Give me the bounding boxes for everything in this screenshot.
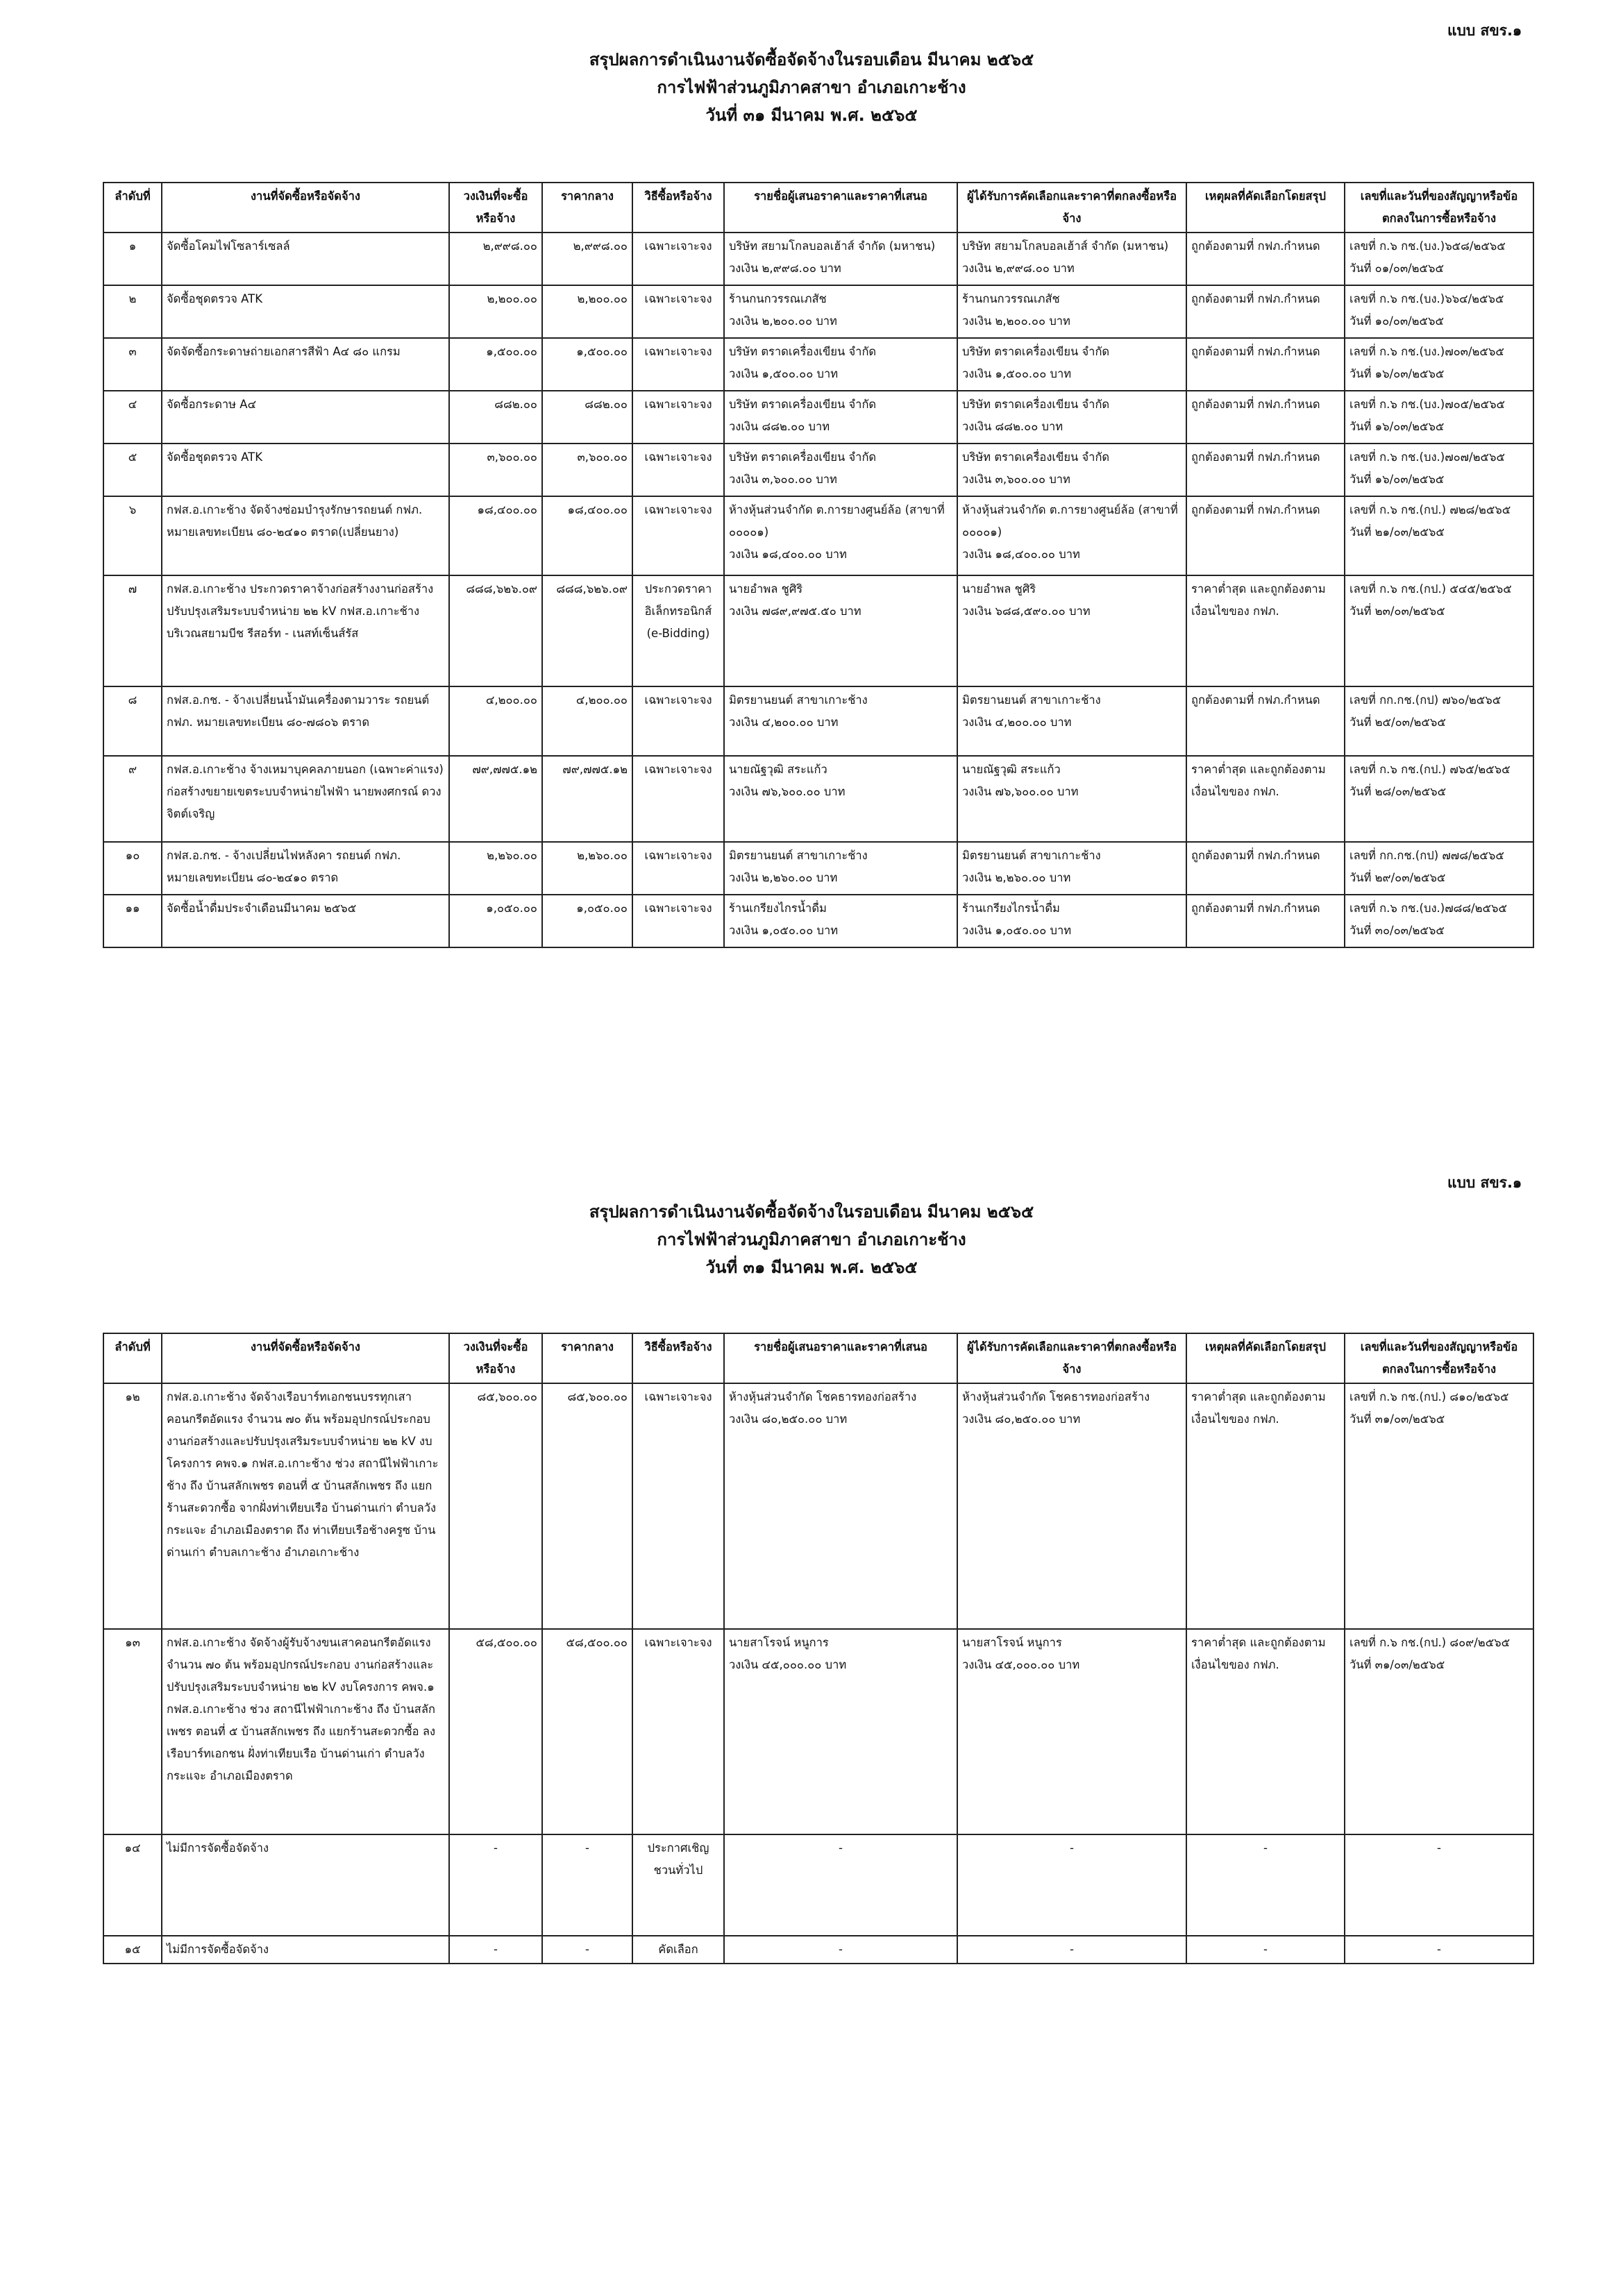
cell-reason: ถูกต้องตามที่ กฟภ.กำหนด bbox=[1186, 842, 1345, 895]
cell-method: เฉพาะเจาะจง bbox=[632, 496, 724, 575]
cell-no: ๒ bbox=[103, 285, 162, 338]
cell-bidders bbox=[724, 285, 957, 338]
document-title bbox=[0, 1198, 1623, 1281]
cell-no: ๑ bbox=[103, 233, 162, 285]
cell-winner-line: วงเงิน ๑๘,๔๐๐.๐๐ บาท bbox=[962, 548, 1080, 561]
cell-median: ๑,๐๕๐.๐๐ bbox=[542, 895, 632, 947]
cell-budget: ๑,๐๕๐.๐๐ bbox=[449, 895, 542, 947]
cell-bidders: - bbox=[724, 1834, 957, 1936]
cell-median: ๔,๒๐๐.๐๐ bbox=[542, 686, 632, 756]
cell-no: ๔ bbox=[103, 391, 162, 444]
cell-contract-line: วันที่ ๑๖/๐๓/๒๕๖๕ bbox=[1349, 473, 1445, 486]
cell-bidders-line: บริษัท ตราดเครื่องเขียน จำกัด bbox=[729, 398, 877, 411]
cell-work: กฟส.อ.เกาะช้าง จัดจ้างซ่อมบำรุงรักษารถยนต์ กฟภ. หมายเลขทะเบียน ๘๐-๒๔๑๐ ตราด(เปลี่ยนยาง) bbox=[162, 496, 449, 575]
table-row bbox=[103, 1936, 1533, 1964]
cell-contract-line: เลขที่ ก.๖ กช.(กป.) ๕๔๕/๒๕๖๕ bbox=[1349, 582, 1512, 596]
header-method: วิธีซื้อหรือจ้าง bbox=[632, 1333, 724, 1383]
cell-reason: ถูกต้องตามที่ กฟภ.กำหนด bbox=[1186, 233, 1345, 285]
cell-budget: ๑๘,๔๐๐.๐๐ bbox=[449, 496, 542, 575]
title-line-3: วันที่ ๓๑ มีนาคม พ.ศ. ๒๕๖๕ bbox=[705, 105, 918, 125]
cell-no: ๖ bbox=[103, 496, 162, 575]
cell-median: ๕๘,๕๐๐.๐๐ bbox=[542, 1629, 632, 1834]
cell-contract-line: วันที่ ๑๖/๐๓/๒๕๖๕ bbox=[1349, 420, 1445, 433]
cell-median: ๓,๖๐๐.๐๐ bbox=[542, 444, 632, 496]
table-row bbox=[103, 496, 1533, 575]
cell-winner-line: ร้านกนกวรรณเภสัช bbox=[962, 292, 1060, 305]
cell-method: ประกาศเชิญชวนทั่วไป bbox=[632, 1834, 724, 1936]
table-row bbox=[103, 895, 1533, 947]
cell-bidders bbox=[724, 496, 957, 575]
cell-reason: ถูกต้องตามที่ กฟภ.กำหนด bbox=[1186, 391, 1345, 444]
cell-winner bbox=[957, 338, 1186, 391]
cell-no: ๑๔ bbox=[103, 1834, 162, 1936]
cell-contract-line: วันที่ ๒๑/๐๓/๒๕๖๕ bbox=[1349, 525, 1445, 539]
header-bidders: รายชื่อผู้เสนอราคาและราคาที่เสนอ bbox=[724, 1333, 957, 1383]
header-contract: เลขที่และวันที่ของสัญญาหรือข้อตกลงในการซื้อหรือจ้าง bbox=[1345, 183, 1533, 233]
cell-winner-line: บริษัท ตราดเครื่องเขียน จำกัด bbox=[962, 345, 1110, 358]
cell-contract-line: เลขที่ ก.๖ กช.(บง.)๗๘๘/๒๕๖๕ bbox=[1349, 902, 1507, 915]
cell-contract-line: วันที่ ๒๘/๐๓/๒๕๖๕ bbox=[1349, 785, 1447, 798]
cell-bidders-line: วงเงิน ๔,๒๐๐.๐๐ บาท bbox=[729, 716, 839, 729]
cell-winner-line: บริษัท สยามโกลบอลเฮ้าส์ จำกัด (มหาชน) bbox=[962, 239, 1169, 253]
cell-contract-line: เลขที่ ก.๖ กช.(กป.) ๘๐๙/๒๕๖๕ bbox=[1349, 1636, 1511, 1649]
title-line-2: การไฟฟ้าส่วนภูมิภาคสาขา อำเภอเกาะช้าง bbox=[657, 1230, 966, 1249]
cell-winner: - bbox=[957, 1936, 1186, 1964]
cell-contract-line: เลขที่ ก.๖ กช.(กป.) ๗๖๕/๒๕๖๕ bbox=[1349, 763, 1511, 776]
cell-method: เฉพาะเจาะจง bbox=[632, 895, 724, 947]
cell-contract-line: วันที่ ๑๐/๐๓/๒๕๖๕ bbox=[1349, 314, 1445, 328]
cell-bidders-line: นายณัฐวุฒิ สระแก้ว bbox=[729, 763, 827, 776]
cell-budget: ๗๙,๗๗๕.๑๒ bbox=[449, 756, 542, 842]
cell-contract: - bbox=[1345, 1834, 1533, 1936]
cell-winner-line: วงเงิน ๗๖,๖๐๐.๐๐ บาท bbox=[962, 785, 1079, 798]
cell-contract bbox=[1345, 756, 1533, 842]
cell-bidders-line: วงเงิน ๒,๒๐๐.๐๐ บาท bbox=[729, 314, 837, 328]
cell-work: กฟส.อ.เกาะช้าง ประกวดราคาจ้างก่อสร้างงานก่อสร้างปรับปรุงเสริมระบบจำหน่าย ๒๒ kV กฟส.อ.เกาะช้าง บริเวณสยามบีช รีสอร์ท - เนสท์เซ็นส์รัส bbox=[162, 575, 449, 686]
header-median: ราคากลาง bbox=[542, 1333, 632, 1383]
header-no: ลำดับที่ bbox=[103, 183, 162, 233]
cell-winner-line: นายอำพล ชูศิริ bbox=[962, 582, 1036, 596]
cell-budget: ๒,๒๐๐.๐๐ bbox=[449, 285, 542, 338]
cell-median: ๒,๒๐๐.๐๐ bbox=[542, 285, 632, 338]
cell-winner-line: วงเงิน ๓,๖๐๐.๐๐ บาท bbox=[962, 473, 1070, 486]
cell-method: เฉพาะเจาะจง bbox=[632, 285, 724, 338]
procurement-table-page-1 bbox=[103, 182, 1534, 948]
cell-contract bbox=[1345, 496, 1533, 575]
cell-reason: ราคาต่ำสุด และถูกต้องตามเงื่อนไขของ กฟภ. bbox=[1186, 1629, 1345, 1834]
cell-budget: ๘๕,๖๐๐.๐๐ bbox=[449, 1383, 542, 1629]
cell-bidders: - bbox=[724, 1936, 957, 1964]
cell-bidders-line: วงเงิน ๑,๕๐๐.๐๐ บาท bbox=[729, 367, 839, 380]
cell-median: - bbox=[542, 1936, 632, 1964]
cell-method: เฉพาะเจาะจง bbox=[632, 444, 724, 496]
title-line-1: สรุปผลการดำเนินงานจัดซื้อจัดจ้างในรอบเดือน มีนาคม ๒๕๖๕ bbox=[589, 1202, 1034, 1222]
cell-budget: ๘๘๘,๖๒๖.๐๙ bbox=[449, 575, 542, 686]
cell-work: จัดซื้อชุดตรวจ ATK bbox=[162, 285, 449, 338]
header-work: งานที่จัดซื้อหรือจัดจ้าง bbox=[162, 1333, 449, 1383]
cell-budget: - bbox=[449, 1834, 542, 1936]
cell-no: ๑๕ bbox=[103, 1936, 162, 1964]
cell-contract bbox=[1345, 1383, 1533, 1629]
cell-winner bbox=[957, 496, 1186, 575]
cell-bidders bbox=[724, 391, 957, 444]
cell-winner bbox=[957, 391, 1186, 444]
cell-bidders-line: มิตรยานยนต์ สาขาเกาะช้าง bbox=[729, 693, 868, 707]
cell-winner-line: วงเงิน ๒,๒๐๐.๐๐ บาท bbox=[962, 314, 1070, 328]
table-row bbox=[103, 575, 1533, 686]
cell-contract-line: วันที่ ๓๑/๐๓/๒๕๖๕ bbox=[1349, 1658, 1445, 1671]
form-code: แบบ สขร.๑ bbox=[1447, 22, 1522, 39]
cell-budget: ๕๘,๕๐๐.๐๐ bbox=[449, 1629, 542, 1834]
cell-winner-line: นายณัฐวุฒิ สระแก้ว bbox=[962, 763, 1061, 776]
cell-bidders-line: นายสาโรจน์ หนูการ bbox=[729, 1636, 829, 1649]
cell-winner-line: นายสาโรจน์ หนูการ bbox=[962, 1636, 1062, 1649]
table-row bbox=[103, 444, 1533, 496]
cell-no: ๑๒ bbox=[103, 1383, 162, 1629]
title-line-1: สรุปผลการดำเนินงานจัดซื้อจัดจ้างในรอบเดือน มีนาคม ๒๕๖๕ bbox=[589, 50, 1034, 69]
cell-bidders-line: วงเงิน ๗๘๙,๙๗๕.๕๐ บาท bbox=[729, 605, 861, 618]
cell-method: เฉพาะเจาะจง bbox=[632, 842, 724, 895]
cell-budget: - bbox=[449, 1936, 542, 1964]
cell-winner-line: มิตรยานยนต์ สาขาเกาะช้าง bbox=[962, 849, 1101, 862]
cell-contract-line: เลขที่ ก.๖ กช.(กป.) ๗๒๘/๒๕๖๕ bbox=[1349, 503, 1511, 516]
cell-reason: - bbox=[1186, 1834, 1345, 1936]
cell-no: ๗ bbox=[103, 575, 162, 686]
cell-bidders-line: วงเงิน ๔๕,๐๐๐.๐๐ บาท bbox=[729, 1658, 847, 1671]
cell-contract bbox=[1345, 1629, 1533, 1834]
cell-reason: ถูกต้องตามที่ กฟภ.กำหนด bbox=[1186, 686, 1345, 756]
cell-contract-line: วันที่ ๐๑/๐๓/๒๕๖๕ bbox=[1349, 262, 1445, 275]
cell-contract-line: วันที่ ๓๐/๐๓/๒๕๖๕ bbox=[1349, 924, 1445, 937]
cell-bidders bbox=[724, 842, 957, 895]
cell-bidders bbox=[724, 1383, 957, 1629]
cell-contract bbox=[1345, 686, 1533, 756]
cell-winner bbox=[957, 1383, 1186, 1629]
header-median: ราคากลาง bbox=[542, 183, 632, 233]
cell-median: ๒,๒๖๐.๐๐ bbox=[542, 842, 632, 895]
cell-work: จัดจัดซื้อกระดาษถ่ายเอกสารสีฟ้า A๔ ๘๐ แกรม bbox=[162, 338, 449, 391]
cell-bidders bbox=[724, 1629, 957, 1834]
cell-winner bbox=[957, 895, 1186, 947]
cell-reason: ถูกต้องตามที่ กฟภ.กำหนด bbox=[1186, 338, 1345, 391]
header-bidders: รายชื่อผู้เสนอราคาและราคาที่เสนอ bbox=[724, 183, 957, 233]
cell-bidders-line: ห้างหุ้นส่วนจำกัด โชคธารทองก่อสร้าง bbox=[729, 1390, 917, 1403]
cell-contract bbox=[1345, 842, 1533, 895]
table-body-page-1 bbox=[103, 233, 1533, 947]
cell-method: เฉพาะเจาะจง bbox=[632, 1383, 724, 1629]
header-winner: ผู้ได้รับการคัดเลือกและราคาที่ตกลงซื้อหรือจ้าง bbox=[957, 1333, 1186, 1383]
table-row bbox=[103, 1834, 1533, 1936]
cell-bidders-line: ห้างหุ้นส่วนจำกัด ต.การยางศูนย์ล้อ (สาขาที่ ๐๐๐๐๑) bbox=[729, 503, 945, 539]
cell-reason: ถูกต้องตามที่ กฟภ.กำหนด bbox=[1186, 895, 1345, 947]
page-2 bbox=[0, 1172, 1623, 2143]
table-row bbox=[103, 1629, 1533, 1834]
table-row bbox=[103, 391, 1533, 444]
cell-winner-line: บริษัท ตราดเครื่องเขียน จำกัด bbox=[962, 450, 1110, 464]
cell-contract bbox=[1345, 575, 1533, 686]
cell-winner-line: บริษัท ตราดเครื่องเขียน จำกัด bbox=[962, 398, 1110, 411]
cell-bidders bbox=[724, 686, 957, 756]
table-row bbox=[103, 756, 1533, 842]
cell-contract-line: วันที่ ๓๑/๐๓/๒๕๖๕ bbox=[1349, 1412, 1445, 1426]
cell-work: กฟส.อ.เกาะช้าง จ้างเหมาบุคคลภายนอก (เฉพาะค่าแรง) ก่อสร้างขยายเขตระบบจำหน่ายไฟฟ้า นายพงศกรณ์ ดวงจิตต์เจริญ bbox=[162, 756, 449, 842]
table-row bbox=[103, 285, 1533, 338]
header-method: วิธีซื้อหรือจ้าง bbox=[632, 183, 724, 233]
cell-contract: - bbox=[1345, 1936, 1533, 1964]
cell-contract-line: เลขที่ ก.๖ กช.(กป.) ๘๑๐/๒๕๖๕ bbox=[1349, 1390, 1509, 1403]
cell-winner bbox=[957, 233, 1186, 285]
table-row bbox=[103, 338, 1533, 391]
header-winner: ผู้ได้รับการคัดเลือกและราคาที่ตกลงซื้อหรือจ้าง bbox=[957, 183, 1186, 233]
cell-winner-line: ห้างหุ้นส่วนจำกัด โชคธารทองก่อสร้าง bbox=[962, 1390, 1150, 1403]
cell-contract bbox=[1345, 338, 1533, 391]
cell-contract bbox=[1345, 285, 1533, 338]
cell-winner-line: วงเงิน ๘๘๒.๐๐ บาท bbox=[962, 420, 1063, 433]
cell-reason: ถูกต้องตามที่ กฟภ.กำหนด bbox=[1186, 285, 1345, 338]
cell-median: ๘๕,๖๐๐.๐๐ bbox=[542, 1383, 632, 1629]
cell-budget: ๒,๒๖๐.๐๐ bbox=[449, 842, 542, 895]
cell-bidders bbox=[724, 575, 957, 686]
cell-method: เฉพาะเจาะจง bbox=[632, 756, 724, 842]
cell-budget: ๘๘๒.๐๐ bbox=[449, 391, 542, 444]
cell-winner-line: วงเงิน ๑,๐๕๐.๐๐ บาท bbox=[962, 924, 1072, 937]
cell-no: ๑๐ bbox=[103, 842, 162, 895]
cell-no: ๓ bbox=[103, 338, 162, 391]
cell-winner bbox=[957, 756, 1186, 842]
cell-contract-line: เลขที่ ก.๖ กช.(บง.)๗๐๕/๒๕๖๕ bbox=[1349, 398, 1506, 411]
cell-median: ๑๘,๔๐๐.๐๐ bbox=[542, 496, 632, 575]
header-budget: วงเงินที่จะซื้อหรือจ้าง bbox=[449, 1333, 542, 1383]
cell-work: กฟส.อ.เกาะช้าง จัดจ้างเรือบาร์ทเอกชนบรรทุกเสาคอนกรีตอัดแรง จำนวน ๗๐ ต้น พร้อมอุปกรณ์ประกอบ งานก่อสร้างและปรับปรุงเสริมระบบจำหน่าย ๒๒ kV งบโครงการ คพจ.๑ กฟส.อ.เกาะช้าง ช่วง สถานีไฟฟ้าเกาะช้าง ถึง บ้านสลักเพชร ตอนที่ ๕ บ้านสลักเพชร ถึง แยกร้านสะดวกซื้อ จากฝั่งท่าเทียบเรือ บ้านด่านเก่า ตำบลวังกระแจะ อำเภอเมืองตราด ถึง ท่าเทียบเรือช้างครูซ บ้านด่านเก่า ตำบลเกาะช้าง อำเภอเกาะช้าง bbox=[162, 1383, 449, 1629]
cell-bidders-line: วงเงิน ๑,๐๕๐.๐๐ บาท bbox=[729, 924, 839, 937]
header-work: งานที่จัดซื้อหรือจัดจ้าง bbox=[162, 183, 449, 233]
cell-winner-line: มิตรยานยนต์ สาขาเกาะช้าง bbox=[962, 693, 1101, 707]
cell-method: เฉพาะเจาะจง bbox=[632, 686, 724, 756]
cell-no: ๘ bbox=[103, 686, 162, 756]
cell-contract-line: วันที่ ๒๙/๐๓/๒๕๖๕ bbox=[1349, 871, 1446, 884]
cell-work: จัดซื้อโคมไฟโซลาร์เซลล์ bbox=[162, 233, 449, 285]
cell-no: ๑๓ bbox=[103, 1629, 162, 1834]
cell-median: - bbox=[542, 1834, 632, 1936]
cell-reason: ราคาต่ำสุด และถูกต้องตามเงื่อนไขของ กฟภ. bbox=[1186, 756, 1345, 842]
cell-winner bbox=[957, 285, 1186, 338]
cell-contract-line: เลขที่ กก.กช.(กป) ๗๖๐/๒๕๖๕ bbox=[1349, 693, 1502, 707]
title-line-3: วันที่ ๓๑ มีนาคม พ.ศ. ๒๕๖๕ bbox=[705, 1258, 918, 1277]
cell-winner bbox=[957, 444, 1186, 496]
cell-contract-line: วันที่ ๒๕/๐๓/๒๕๖๕ bbox=[1349, 716, 1446, 729]
cell-bidders-line: วงเงิน ๒,๙๙๘.๐๐ บาท bbox=[729, 262, 841, 275]
cell-winner bbox=[957, 842, 1186, 895]
cell-bidders-line: บริษัท สยามโกลบอลเฮ้าส์ จำกัด (มหาชน) bbox=[729, 239, 936, 253]
cell-winner-line: วงเงิน ๒,๙๙๘.๐๐ บาท bbox=[962, 262, 1075, 275]
cell-winner-line: วงเงิน ๔,๒๐๐.๐๐ บาท bbox=[962, 716, 1072, 729]
cell-bidders-line: วงเงิน ๗๖,๖๐๐.๐๐ บาท bbox=[729, 785, 846, 798]
cell-method: เฉพาะเจาะจง bbox=[632, 338, 724, 391]
cell-work: จัดซื้อกระดาษ A๔ bbox=[162, 391, 449, 444]
cell-bidders bbox=[724, 444, 957, 496]
cell-no: ๕ bbox=[103, 444, 162, 496]
cell-work: กฟส.อ.กช. - จ้างเปลี่ยนน้ำมันเครื่องตามวาระ รถยนต์ กฟภ. หมายเลขทะเบียน ๘๐-๗๘๐๖ ตราด bbox=[162, 686, 449, 756]
cell-reason: ถูกต้องตามที่ กฟภ.กำหนด bbox=[1186, 496, 1345, 575]
cell-work: กฟส.อ.เกาะช้าง จัดจ้างผู้รับจ้างขนเสาคอนกรีตอัดแรง จำนวน ๗๐ ต้น พร้อมอุปกรณ์ประกอบ งานก่อสร้างและปรับปรุงเสริมระบบจำหน่าย ๒๒ kV งบโครงการ คพจ.๑ กฟส.อ.เกาะช้าง ช่วง สถานีไฟฟ้าเกาะช้าง ถึง บ้านสลักเพชร ตอนที่ ๕ บ้านสลักเพชร ถึง แยกร้านสะดวกซื้อ ลงเรือบาร์ทเอกชน ฝั่งท่าเทียบเรือ บ้านด่านเก่า ตำบลวังกระแจะ อำเภอเมืองตราด bbox=[162, 1629, 449, 1834]
cell-method: ประกวดราคาอิเล็กทรอนิกส์ (e-Bidding) bbox=[632, 575, 724, 686]
cell-no: ๑๑ bbox=[103, 895, 162, 947]
cell-method: เฉพาะเจาะจง bbox=[632, 1629, 724, 1834]
cell-reason: ราคาต่ำสุด และถูกต้องตามเงื่อนไขของ กฟภ. bbox=[1186, 1383, 1345, 1629]
cell-winner-line: ร้านเกรียงไกรน้ำดื่ม bbox=[962, 902, 1060, 915]
cell-method: คัดเลือก bbox=[632, 1936, 724, 1964]
cell-contract-line: เลขที่ ก.๖ กช.(บง.)๗๐๗/๒๕๖๕ bbox=[1349, 450, 1505, 464]
cell-contract-line: เลขที่ ก.๖ กช.(บง.)๖๖๔/๒๕๖๕ bbox=[1349, 292, 1504, 305]
cell-winner-line: วงเงิน ๖๘๘,๕๙๐.๐๐ บาท bbox=[962, 605, 1091, 618]
header-budget: วงเงินที่จะซื้อหรือจ้าง bbox=[449, 183, 542, 233]
cell-bidders-line: บริษัท ตราดเครื่องเขียน จำกัด bbox=[729, 450, 877, 464]
cell-bidders-line: ร้านกนกวรรณเภสัช bbox=[729, 292, 827, 305]
table-header-row bbox=[103, 183, 1533, 233]
cell-reason: ราคาต่ำสุด และถูกต้องตามเงื่อนไขของ กฟภ. bbox=[1186, 575, 1345, 686]
cell-winner-line: วงเงิน ๔๕,๐๐๐.๐๐ บาท bbox=[962, 1658, 1080, 1671]
cell-work: ไม่มีการจัดซื้อจัดจ้าง bbox=[162, 1936, 449, 1964]
document-title bbox=[0, 46, 1623, 129]
table-row bbox=[103, 1383, 1533, 1629]
cell-work: ไม่มีการจัดซื้อจัดจ้าง bbox=[162, 1834, 449, 1936]
header-contract: เลขที่และวันที่ของสัญญาหรือข้อตกลงในการซื้อหรือจ้าง bbox=[1345, 1333, 1533, 1383]
header-reason: เหตุผลที่คัดเลือกโดยสรุป bbox=[1186, 183, 1345, 233]
cell-budget: ๔,๒๐๐.๐๐ bbox=[449, 686, 542, 756]
cell-method: เฉพาะเจาะจง bbox=[632, 391, 724, 444]
cell-budget: ๒,๙๙๘.๐๐ bbox=[449, 233, 542, 285]
cell-bidders-line: นายอำพล ชูศิริ bbox=[729, 582, 803, 596]
cell-bidders bbox=[724, 233, 957, 285]
cell-bidders bbox=[724, 756, 957, 842]
cell-contract bbox=[1345, 391, 1533, 444]
cell-bidders-line: วงเงิน ๓,๖๐๐.๐๐ บาท bbox=[729, 473, 837, 486]
cell-bidders-line: วงเงิน ๘๘๒.๐๐ บาท bbox=[729, 420, 830, 433]
cell-bidders-line: ร้านเกรียงไกรน้ำดื่ม bbox=[729, 902, 827, 915]
cell-contract-line: เลขที่ ก.๖ กช.(บง.)๗๐๓/๒๕๖๕ bbox=[1349, 345, 1504, 358]
cell-contract-line: เลขที่ ก.๖ กช.(บง.)๖๕๘/๒๕๖๕ bbox=[1349, 239, 1506, 253]
cell-budget: ๓,๖๐๐.๐๐ bbox=[449, 444, 542, 496]
page-1 bbox=[0, 19, 1623, 991]
cell-contract-line: วันที่ ๒๓/๐๓/๒๕๖๕ bbox=[1349, 605, 1445, 618]
cell-contract-line: เลขที่ กก.กช.(กป) ๗๗๘/๒๕๖๕ bbox=[1349, 849, 1504, 862]
cell-bidders-line: บริษัท ตราดเครื่องเขียน จำกัด bbox=[729, 345, 877, 358]
cell-median: ๒,๙๙๘.๐๐ bbox=[542, 233, 632, 285]
table-header-row bbox=[103, 1333, 1533, 1383]
cell-contract bbox=[1345, 895, 1533, 947]
form-code: แบบ สขร.๑ bbox=[1447, 1174, 1522, 1191]
cell-contract-line: วันที่ ๑๖/๐๓/๒๕๖๕ bbox=[1349, 367, 1445, 380]
header-no: ลำดับที่ bbox=[103, 1333, 162, 1383]
cell-reason: ถูกต้องตามที่ กฟภ.กำหนด bbox=[1186, 444, 1345, 496]
cell-method: เฉพาะเจาะจง bbox=[632, 233, 724, 285]
cell-winner bbox=[957, 686, 1186, 756]
cell-bidders-line: วงเงิน ๘๐,๒๕๐.๐๐ บาท bbox=[729, 1412, 848, 1426]
procurement-table-page-2 bbox=[103, 1333, 1534, 1964]
cell-winner-line: วงเงิน ๘๐,๒๕๐.๐๐ บาท bbox=[962, 1412, 1081, 1426]
cell-bidders-line: มิตรยานยนต์ สาขาเกาะช้าง bbox=[729, 849, 868, 862]
cell-median: ๑,๕๐๐.๐๐ bbox=[542, 338, 632, 391]
cell-no: ๙ bbox=[103, 756, 162, 842]
cell-winner-line: วงเงิน ๒,๒๖๐.๐๐ บาท bbox=[962, 871, 1071, 884]
cell-winner-line: ห้างหุ้นส่วนจำกัด ต.การยางศูนย์ล้อ (สาขาที่ ๐๐๐๐๑) bbox=[962, 503, 1178, 539]
table-body-page-2 bbox=[103, 1383, 1533, 1964]
cell-bidders bbox=[724, 338, 957, 391]
cell-contract bbox=[1345, 233, 1533, 285]
cell-bidders-line: วงเงิน ๑๘,๔๐๐.๐๐ บาท bbox=[729, 548, 847, 561]
cell-winner: - bbox=[957, 1834, 1186, 1936]
cell-contract bbox=[1345, 444, 1533, 496]
cell-work: จัดซื้อชุดตรวจ ATK bbox=[162, 444, 449, 496]
cell-work: กฟส.อ.กช. - จ้างเปลี่ยนไฟหลังคา รถยนต์ กฟภ. หมายเลขทะเบียน ๘๐-๒๔๑๐ ตราด bbox=[162, 842, 449, 895]
cell-median: ๘๘๒.๐๐ bbox=[542, 391, 632, 444]
cell-median: ๗๙,๗๗๕.๑๒ bbox=[542, 756, 632, 842]
table-row bbox=[103, 842, 1533, 895]
table-row bbox=[103, 686, 1533, 756]
title-line-2: การไฟฟ้าส่วนภูมิภาคสาขา อำเภอเกาะช้าง bbox=[657, 78, 966, 97]
cell-bidders bbox=[724, 895, 957, 947]
cell-median: ๘๘๘,๖๒๖.๐๙ bbox=[542, 575, 632, 686]
cell-bidders-line: วงเงิน ๒,๒๖๐.๐๐ บาท bbox=[729, 871, 838, 884]
table-row bbox=[103, 233, 1533, 285]
cell-reason: - bbox=[1186, 1936, 1345, 1964]
cell-winner-line: วงเงิน ๑,๕๐๐.๐๐ บาท bbox=[962, 367, 1072, 380]
cell-winner bbox=[957, 575, 1186, 686]
header-reason: เหตุผลที่คัดเลือกโดยสรุป bbox=[1186, 1333, 1345, 1383]
cell-work: จัดซื้อน้ำดื่มประจำเดือนมีนาคม ๒๕๖๕ bbox=[162, 895, 449, 947]
cell-winner bbox=[957, 1629, 1186, 1834]
cell-budget: ๑,๕๐๐.๐๐ bbox=[449, 338, 542, 391]
